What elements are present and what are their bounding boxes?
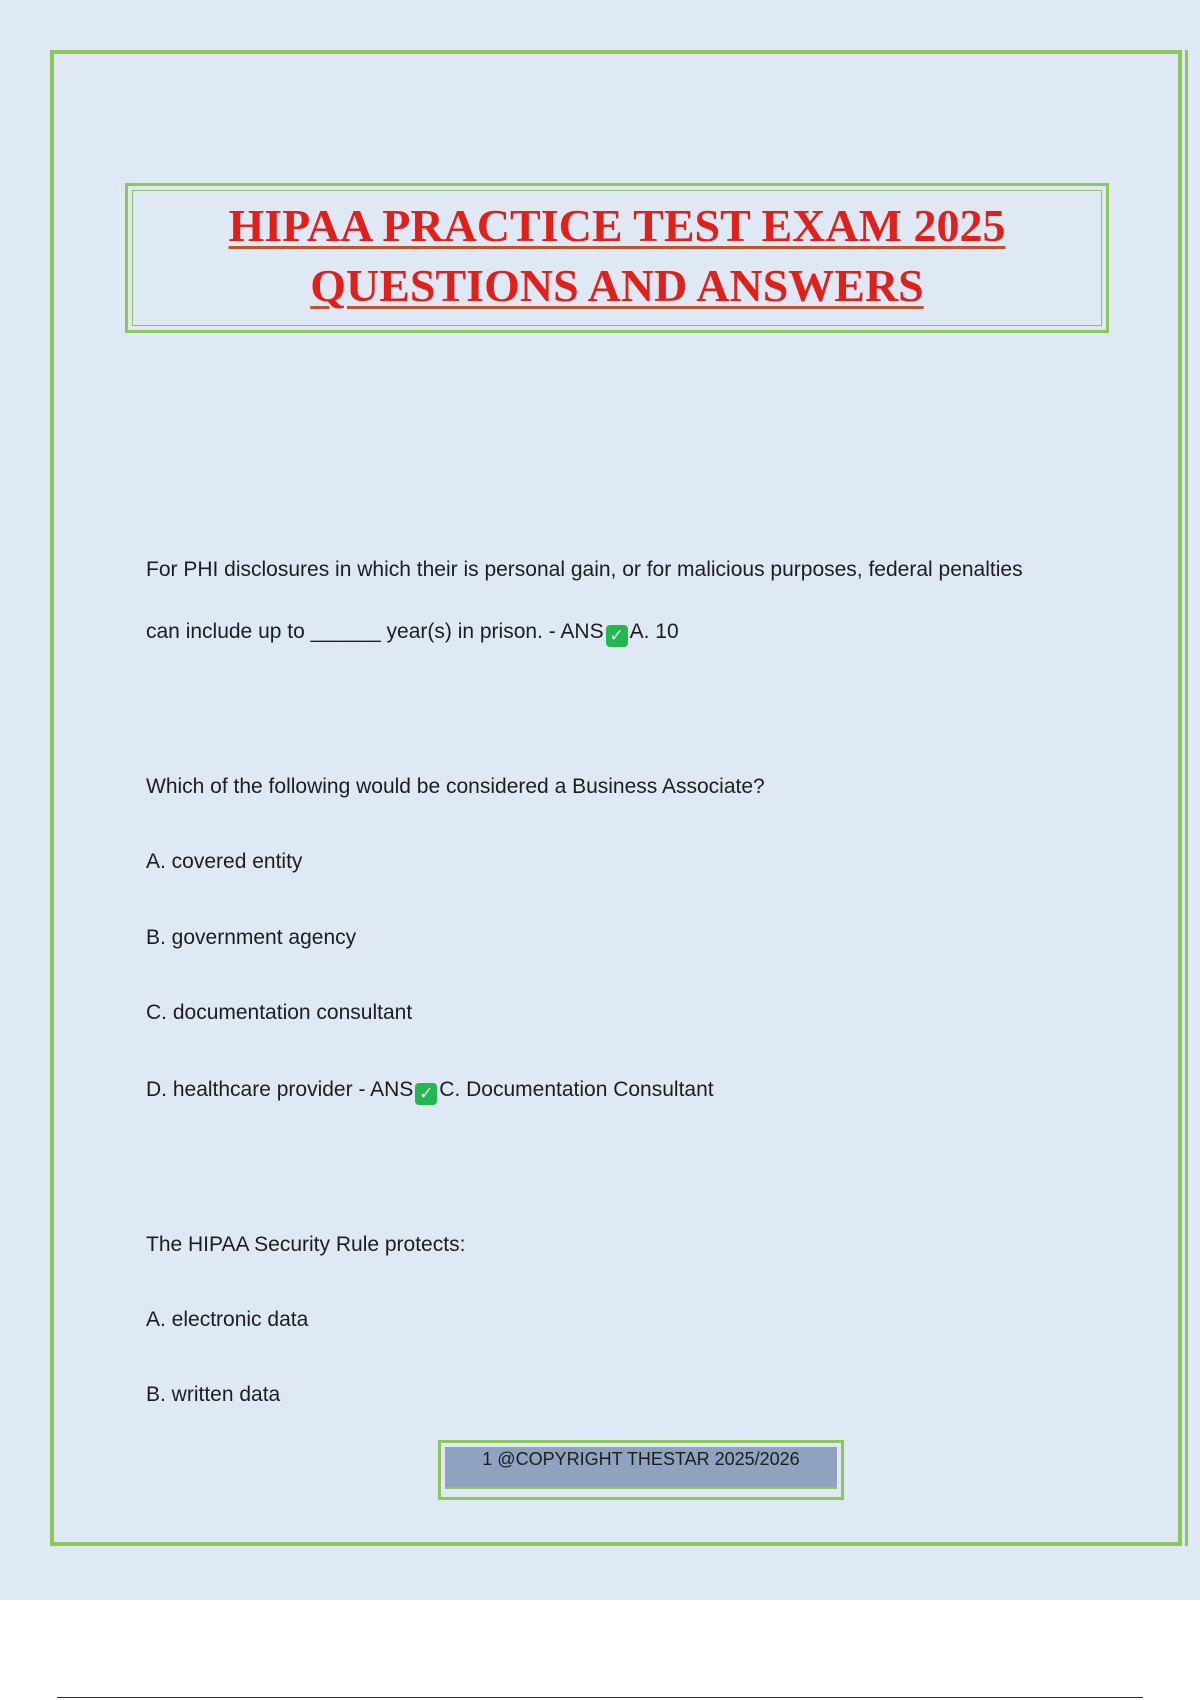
question-3-option-a: A. electronic data [146, 1308, 309, 1331]
question-2-option-b: B. government agency [146, 926, 357, 949]
question-2-option-a: A. covered entity [146, 850, 303, 873]
footer-copyright: 1 @COPYRIGHT THESTAR 2025/2026 [482, 1449, 800, 1469]
question-3-prompt: The HIPAA Security Rule protects: [146, 1233, 466, 1256]
question-2-prompt: Which of the following would be considered a Business Associate? [146, 775, 765, 798]
question-2-option-c: C. documentation consultant [146, 1001, 413, 1024]
footer-box [438, 1440, 844, 1500]
question-1-line-2 [146, 620, 679, 647]
question-1-line-1: For PHI disclosures in which their is personal gain, or for malicious purposes, federal penalties [146, 558, 1023, 581]
question-3-option-b: B. written data [146, 1383, 281, 1406]
question-1-text: can include up to ______ year(s) in prison. - ANS [146, 620, 604, 643]
question-2-option-d-text: D. healthcare provider - ANS [146, 1078, 414, 1101]
question-2-answer: C. Documentation Consultant [439, 1078, 714, 1101]
title-box [125, 183, 1109, 333]
check-mark-icon: ✓ [415, 1083, 437, 1105]
page-title [128, 196, 1106, 316]
question-2-option-d [146, 1078, 714, 1105]
question-1-answer: A. 10 [629, 620, 679, 643]
title-line-2: QUESTIONS AND ANSWERS [310, 260, 924, 311]
footer-divider [57, 1697, 1143, 1698]
check-mark-icon: ✓ [606, 625, 628, 647]
title-line-1: HIPAA PRACTICE TEST EXAM 2025 [228, 200, 1006, 251]
